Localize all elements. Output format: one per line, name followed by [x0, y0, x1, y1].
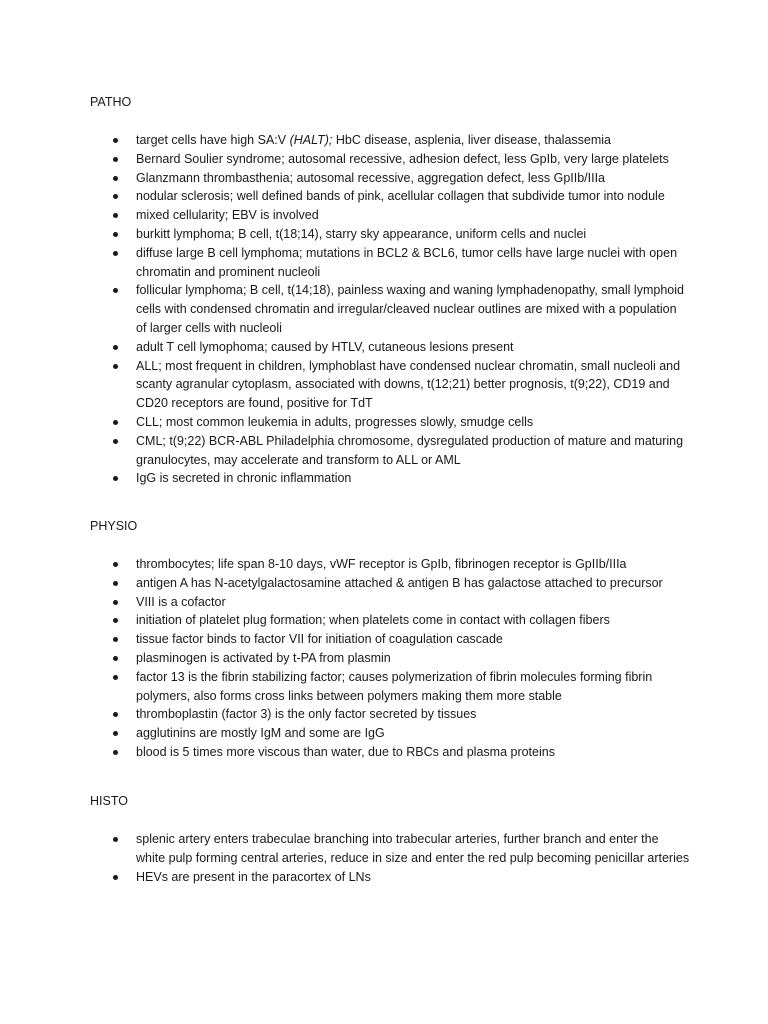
list-item: burkitt lymphoma; B cell, t(18;14), starry sky appearance, uniform cells and nuclei	[90, 225, 690, 244]
list-item: nodular sclerosis; well defined bands of pink, acellular collagen that subdivide tumor into nodule	[90, 187, 690, 206]
list-item: thromboplastin (factor 3) is the only factor secreted by tissues	[90, 705, 690, 724]
list-item: thrombocytes; life span 8-10 days, vWF receptor is GpIb, fibrinogen receptor is GpIIb/IIIa	[90, 555, 690, 574]
list-item-emphasis: (HALT);	[289, 133, 333, 147]
list-item: factor 13 is the fibrin stabilizing factor; causes polymerization of fibrin molecules forming fibrin polymers, also forms cross links between polymers making them more stable	[90, 668, 690, 706]
list-item: antigen A has N-acetylgalactosamine attached & antigen B has galactose attached to precursor	[90, 574, 690, 593]
list-item: CLL; most common leukemia in adults, progresses slowly, smudge cells	[90, 413, 690, 432]
bullet-list-physio	[90, 555, 690, 762]
list-item: follicular lymphoma; B cell, t(14;18), painless waxing and waning lymphadenopathy, small lymphoid cells with condensed chromatin and irregular/cleaved nuclear outlines are mixed with a population of larger cells with nucleoli	[90, 281, 690, 337]
list-item: initiation of platelet plug formation; when platelets come in contact with collagen fibers	[90, 611, 690, 630]
list-item: Glanzmann thrombasthenia; autosomal recessive, aggregation defect, less GpIIb/IIIa	[90, 169, 690, 188]
section-heading-physio: PHYSIO	[90, 519, 138, 533]
list-item: mixed cellularity; EBV is involved	[90, 206, 690, 225]
list-item: agglutinins are mostly IgM and some are IgG	[90, 724, 690, 743]
list-item: plasminogen is activated by t-PA from plasmin	[90, 649, 690, 668]
bullet-list-histo	[90, 830, 690, 886]
list-item: Bernard Soulier syndrome; autosomal recessive, adhesion defect, less GpIb, very large platelets	[90, 150, 690, 169]
section-physio	[90, 517, 690, 762]
list-item: splenic artery enters trabeculae branching into trabecular arteries, further branch and enter the white pulp forming central arteries, reduce in size and enter the red pulp becoming penicillar arteries	[90, 830, 690, 868]
list-item: adult T cell lymophoma; caused by HTLV, cutaneous lesions present	[90, 338, 690, 357]
list-item: VIII is a cofactor	[90, 593, 690, 612]
bullet-list-patho	[90, 131, 690, 488]
section-heading-histo: HISTO	[90, 794, 128, 808]
section-heading-patho: PATHO	[90, 95, 132, 109]
list-item: CML; t(9;22) BCR-ABL Philadelphia chromosome, dysregulated production of mature and maturing granulocytes, may accelerate and transform to ALL or AML	[90, 432, 690, 470]
list-item: tissue factor binds to factor VII for initiation of coagulation cascade	[90, 630, 690, 649]
list-item: ALL; most frequent in children, lymphoblast have condensed nuclear chromatin, small nucleoli and scanty agranular cytoplasm, associated with downs, t(12;21) better prognosis, t(9;22), CD19 and CD20 receptors are found, positive for TdT	[90, 357, 690, 413]
section-histo	[90, 792, 690, 886]
list-item-text: HbC disease, asplenia, liver disease, thalassemia	[332, 133, 612, 147]
list-item: diffuse large B cell lymphoma; mutations in BCL2 & BCL6, tumor cells have large nuclei with open chromatin and prominent nucleoli	[90, 244, 690, 282]
list-item: IgG is secreted in chronic inflammation	[90, 469, 690, 488]
section-patho	[90, 93, 690, 488]
list-item: blood is 5 times more viscous than water, due to RBCs and plasma proteins	[90, 743, 690, 762]
list-item: HEVs are present in the paracortex of LNs	[90, 868, 690, 887]
list-item	[90, 131, 690, 150]
list-item-text: target cells have high SA:V	[136, 133, 290, 147]
